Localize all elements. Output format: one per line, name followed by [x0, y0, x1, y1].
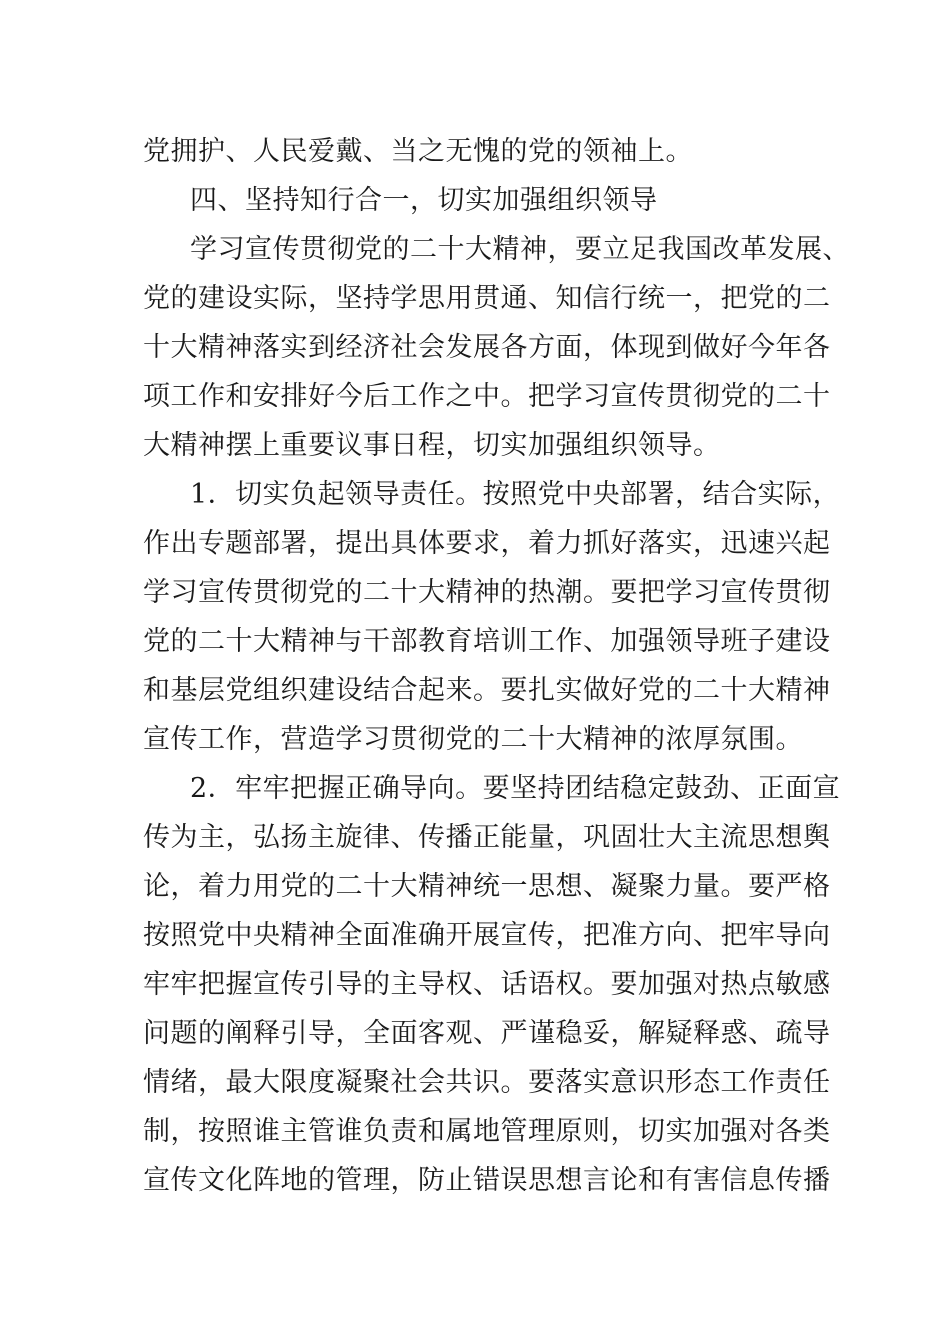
paragraph-line: 牢牢把握宣传引导的主导权、话语权。要加强对热点敏感: [143, 969, 831, 1000]
paragraph-line: 学习宣传贯彻党的二十大精神的热潮。要把学习宣传贯彻: [143, 577, 831, 608]
paragraph-line: 党的建设实际，坚持学思用贯通、知信行统一，把党的二: [143, 283, 831, 314]
item-2-first-line: 2．牢牢把握正确导向。要坚持团结稳定鼓劲、正面宣: [190, 773, 841, 804]
paragraph-line: 按照党中央精神全面准确开展宣传，把准方向、把牢导向: [143, 920, 831, 951]
section-heading: 四、坚持知行合一，切实加强组织领导: [190, 185, 658, 216]
paragraph-line: 宣传文化阵地的管理，防止错误思想言论和有害信息传播: [143, 1165, 831, 1196]
paragraph-line: 项工作和安排好今后工作之中。把学习宣传贯彻党的二十: [143, 381, 831, 412]
paragraph-first-line: 学习宣传贯彻党的二十大精神，要立足我国改革发展、: [190, 234, 850, 265]
paragraph-line: 问题的阐释引导，全面客观、严谨稳妥，解疑释惑、疏导: [143, 1018, 831, 1049]
paragraph-line: 大精神摆上重要议事日程，切实加强组织领导。: [143, 430, 721, 461]
paragraph-line: 传为主，弘扬主旋律、传播正能量，巩固壮大主流思想舆: [143, 822, 831, 853]
paragraph-line: 制，按照谁主管谁负责和属地管理原则，切实加强对各类: [143, 1116, 831, 1147]
paragraph-line: 和基层党组织建设结合起来。要扎实做好党的二十大精神: [143, 675, 831, 706]
paragraph-line: 十大精神落实到经济社会发展各方面，体现到做好今年各: [143, 332, 831, 363]
paragraph-continuation-line: 党拥护、人民爱戴、当之无愧的党的领袖上。: [143, 136, 693, 167]
paragraph-line: 论，着力用党的二十大精神统一思想、凝聚力量。要严格: [143, 871, 831, 902]
paragraph-line: 情绪，最大限度凝聚社会共识。要落实意识形态工作责任: [143, 1067, 831, 1098]
paragraph-line: 作出专题部署，提出具体要求，着力抓好落实，迅速兴起: [143, 528, 831, 559]
paragraph-line: 宣传工作，营造学习贯彻党的二十大精神的浓厚氛围。: [143, 724, 803, 755]
paragraph-line: 党的二十大精神与干部教育培训工作、加强领导班子建设: [143, 626, 831, 657]
body-text: [143, 127, 850, 1205]
item-1-first-line: 1．切实负起领导责任。按照党中央部署，结合实际，: [190, 479, 841, 510]
